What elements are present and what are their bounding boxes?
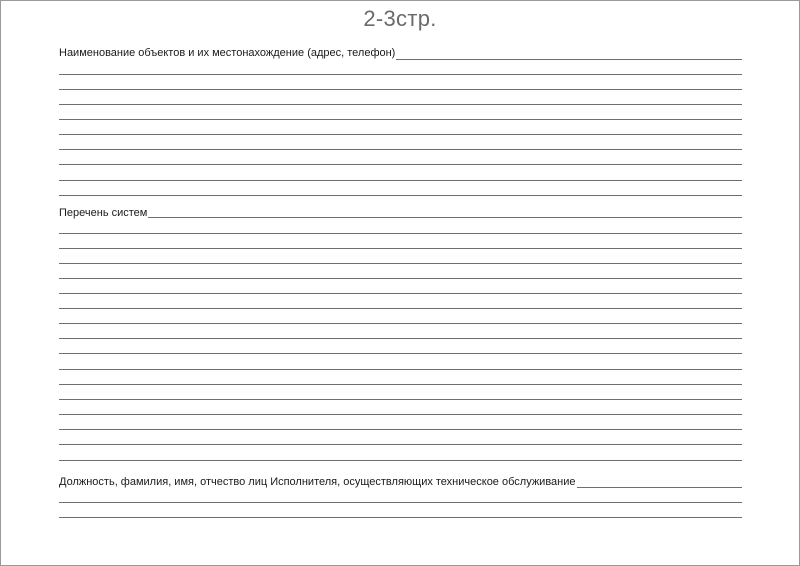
- systems-line[interactable]: [59, 460, 742, 461]
- page-title: 2-3стр.: [363, 6, 437, 31]
- systems-line[interactable]: [59, 399, 742, 400]
- objects-line[interactable]: [59, 195, 742, 196]
- objects-line[interactable]: [59, 74, 742, 75]
- personnel-label: Должность, фамилия, имя, отчество лиц Исполнителя, осуществляющих техническое обслуживание: [59, 476, 576, 488]
- systems-line[interactable]: [59, 323, 742, 324]
- objects-line[interactable]: [59, 164, 742, 165]
- systems-line[interactable]: [59, 263, 742, 264]
- objects-label: Наименование объектов и их местонахождение (адрес, телефон): [59, 47, 396, 59]
- systems-line[interactable]: [59, 308, 742, 309]
- systems-line[interactable]: [59, 444, 742, 445]
- objects-line[interactable]: [59, 119, 742, 120]
- objects-line[interactable]: [59, 134, 742, 135]
- objects-line[interactable]: [59, 149, 742, 150]
- systems-label: Перечень систем: [59, 207, 148, 219]
- personnel-line[interactable]: [59, 502, 742, 503]
- systems-line[interactable]: [59, 278, 742, 279]
- systems-line[interactable]: [59, 353, 742, 354]
- systems-line[interactable]: [59, 384, 742, 385]
- personnel-line[interactable]: [59, 517, 742, 518]
- systems-line[interactable]: [59, 293, 742, 294]
- systems-line[interactable]: [59, 233, 742, 234]
- systems-line[interactable]: [59, 248, 742, 249]
- objects-line[interactable]: [59, 104, 742, 105]
- objects-line[interactable]: [59, 180, 742, 181]
- objects-line[interactable]: [59, 89, 742, 90]
- systems-line[interactable]: [59, 429, 742, 430]
- systems-line[interactable]: [59, 369, 742, 370]
- systems-line[interactable]: [59, 338, 742, 339]
- systems-label-rule[interactable]: [59, 217, 742, 218]
- systems-line[interactable]: [59, 414, 742, 415]
